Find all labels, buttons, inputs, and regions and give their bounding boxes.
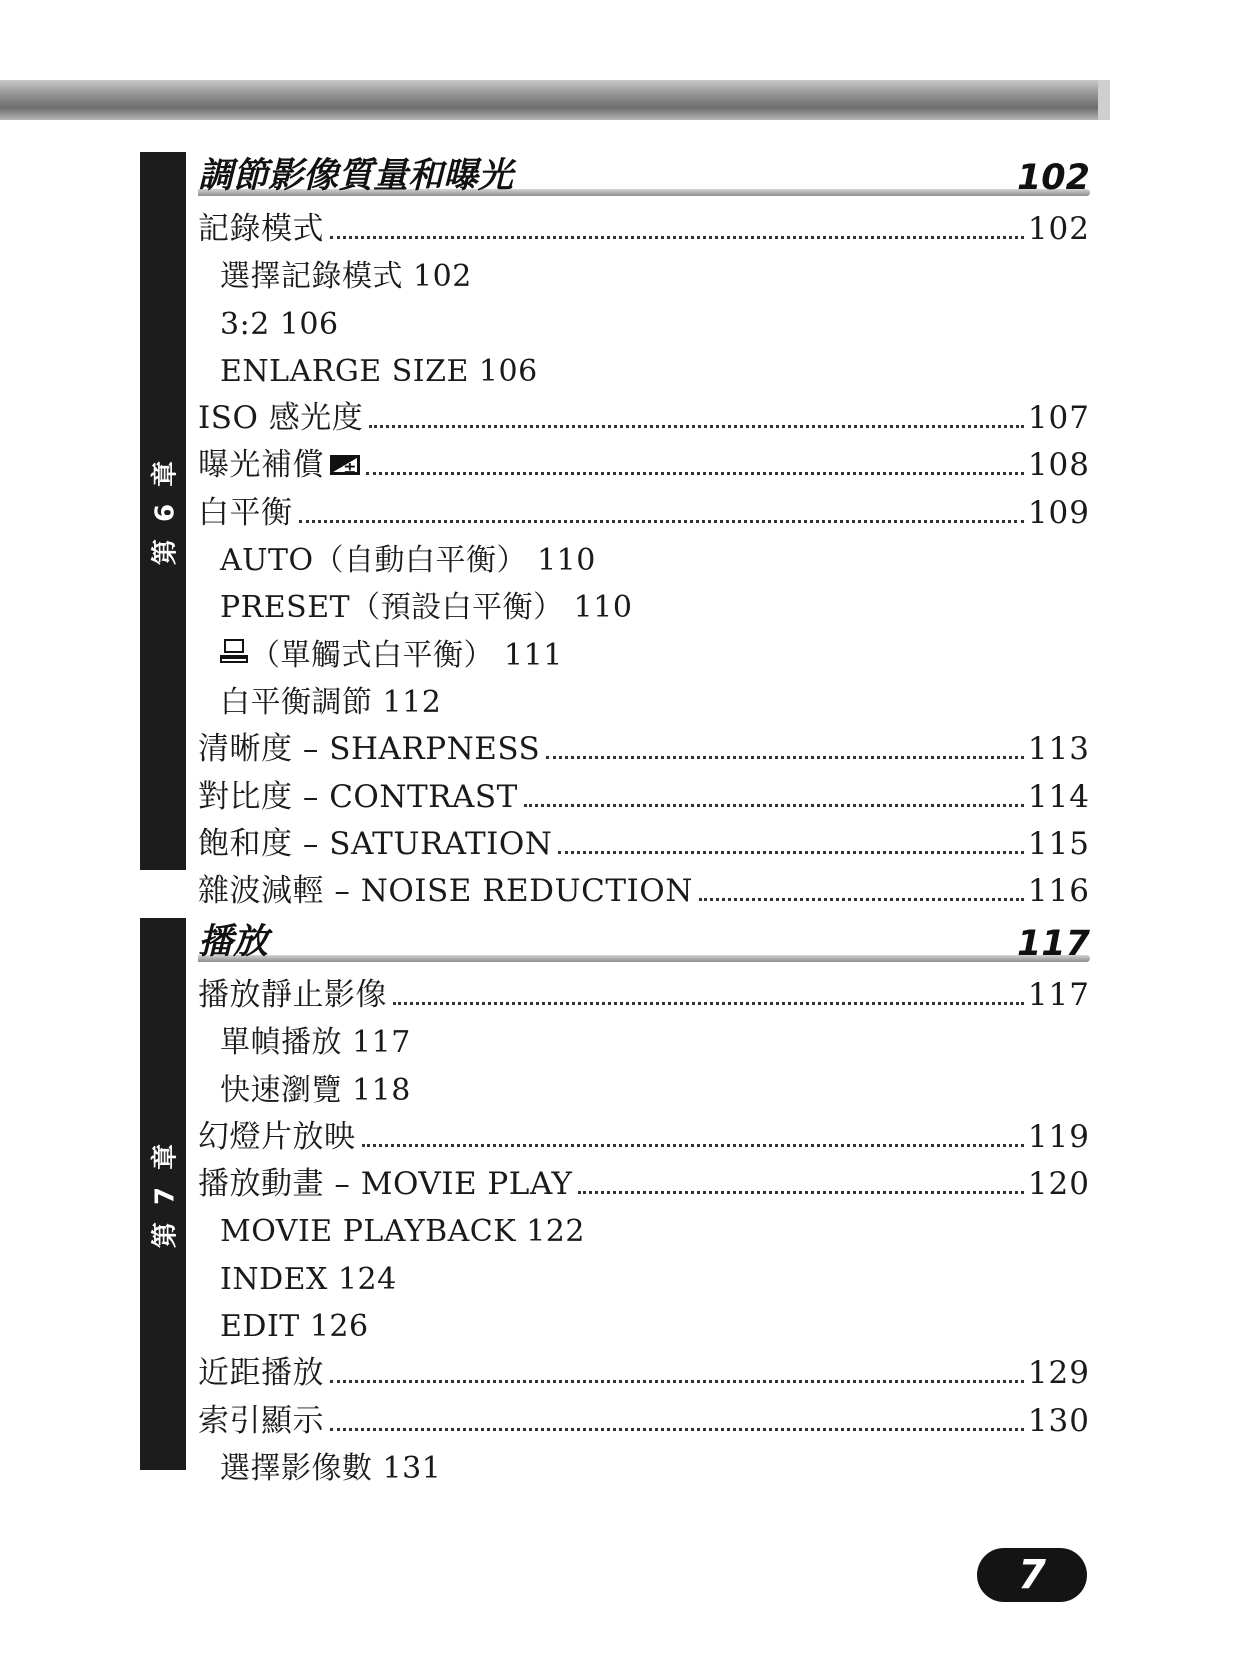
chapter-7-tab [140,918,186,1470]
chapter-6-title-page: 102 [1016,158,1090,198]
toc-entry[interactable]: ISO 感光度 107 [198,400,1090,437]
toc-subentry[interactable]: MOVIE PLAYBACK 122 [220,1214,585,1250]
page-number-badge: 7 [977,1548,1087,1602]
toc-entry[interactable]: 播放動畫 – MOVIE PLAY 120 [198,1166,1090,1203]
header-band [0,80,1110,120]
toc-entry[interactable]: 幻燈片放映 119 [198,1118,1090,1155]
chapter-6-title: 調節影像質量和曝光 [198,156,514,196]
toc-subentry[interactable]: PRESET（預設白平衡） 110 [220,590,633,626]
toc-entry[interactable]: 白平衡 109 [198,494,1090,531]
toc-subentry[interactable]: 選擇記錄模式 102 [220,259,472,295]
toc-entry[interactable]: 近距播放 129 [198,1355,1090,1392]
toc-subentry[interactable]: INDEX 124 [220,1261,397,1297]
chapter-6-section [140,152,1090,910]
toc-subentry[interactable]: ENLARGE SIZE 106 [220,353,538,389]
one-touch-wb-icon [220,639,250,665]
toc-subentry[interactable]: 選擇影像數 131 [220,1450,442,1486]
toc-subentry[interactable]: EDIT 126 [220,1309,369,1345]
chapter-7-header [198,918,1090,966]
toc-subentry[interactable]: 白平衡調節 112 [220,684,442,720]
exposure-compensation-icon [330,455,360,475]
toc-entry[interactable]: 播放靜止影像 117 [198,977,1090,1013]
chapter-6-header [198,152,1090,200]
toc-entry[interactable]: 雜波減輕 – NOISE REDUCTION 116 [198,873,1090,910]
toc-entry[interactable]: 索引顯示 130 [198,1402,1090,1439]
chapter-6-tab [140,152,186,870]
chapter-6-tab-label: 第 6 章 [150,456,181,566]
chapter-7-section [140,918,1090,1486]
toc-entry[interactable]: 清晰度 – SHARPNESS 113 [198,731,1090,768]
toc-entry[interactable]: 飽和度 – SATURATION 115 [198,825,1090,862]
toc-subentry[interactable]: （單觸式白平衡） 111 [198,632,1090,679]
chapter-7-tab-label: 第 7 章 [150,1139,181,1249]
toc-subentry[interactable]: 3:2 106 [220,306,339,342]
toc-entry[interactable]: 記錄模式 102 [198,211,1090,247]
toc-subentry[interactable]: AUTO（自動白平衡） 110 [220,543,596,579]
chapter-7-title: 播放 [198,922,269,962]
toc-entry[interactable]: 曝光補償 ± 108 [198,442,1090,489]
chapter-7-title-page: 117 [1016,924,1090,964]
toc-subentry[interactable]: 單幀播放 117 [220,1025,411,1061]
toc-subentry[interactable]: 快速瀏覽 118 [220,1072,411,1108]
toc-entry[interactable]: 對比度 – CONTRAST 114 [198,778,1090,815]
